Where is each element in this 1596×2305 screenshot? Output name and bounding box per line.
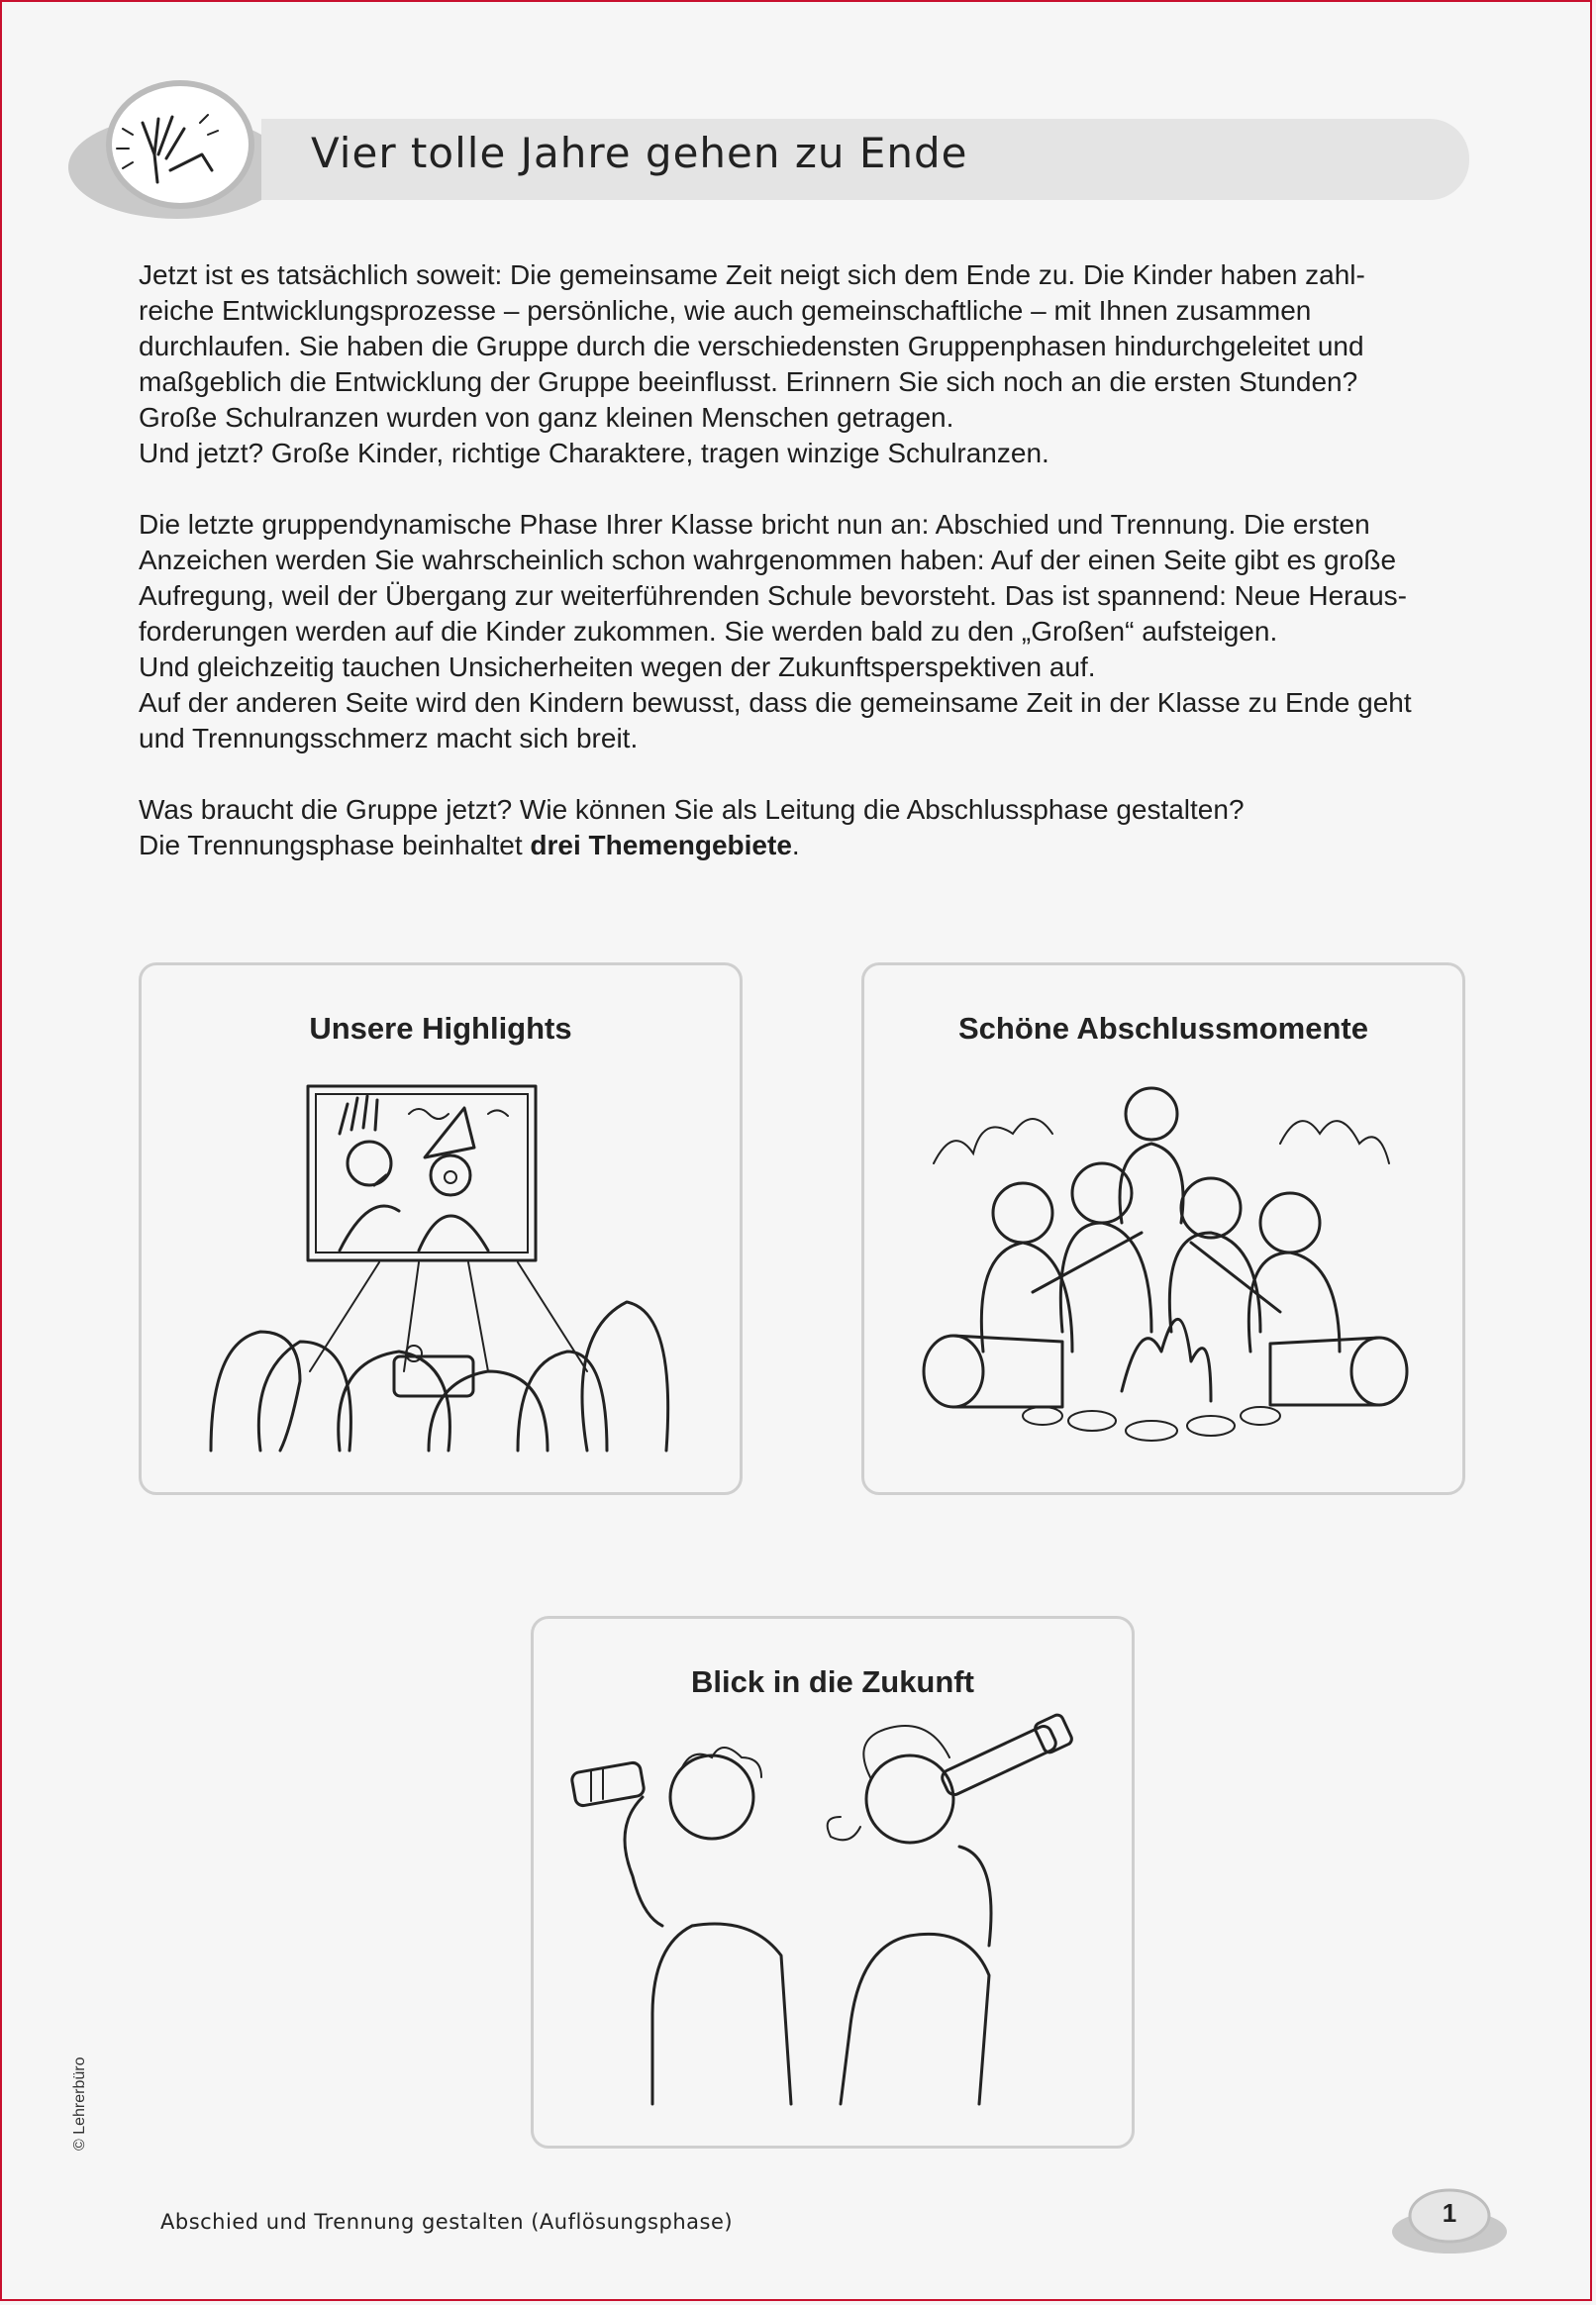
text-line: Aufregung, weil der Übergang zur weiterführenden Schule bevorsteht. Das ist spannend: Neue Heraus-: [139, 580, 1407, 611]
footer-title: Abschied und Trennung gestalten (Auflösungsphase): [160, 2210, 734, 2234]
text-line: [139, 828, 1467, 863]
text-line: Und gleichzeitig tauchen Unsicherheiten wegen der Zukunftsperspektiven auf.: [139, 651, 1096, 682]
text-line: Die letzte gruppendynamische Phase Ihrer Klasse bricht nun an: Abschied und Trennung. Die ersten: [139, 509, 1370, 540]
card-future: [531, 1616, 1135, 2149]
topic-count-emphasis: drei Themengebiete: [530, 830, 792, 860]
card-title: Schöne Abschlussmomente: [957, 1011, 1368, 1046]
text-line: und Trennungsschmerz macht sich breit.: [139, 723, 639, 753]
card-moments: [861, 962, 1465, 1495]
page-title: Vier tolle Jahre gehen zu Ende: [311, 129, 968, 177]
telescope-children-illustration: [583, 1728, 1084, 2104]
intro-paragraph-2: [139, 507, 1467, 756]
waving-hand-icon: [63, 63, 291, 232]
text-line: Und jetzt? Große Kinder, richtige Charaktere, tragen winzige Schulranzen.: [139, 438, 1049, 468]
intro-paragraph-3: [139, 792, 1467, 863]
text-line: Jetzt ist es tatsächlich soweit: Die gemeinsame Zeit neigt sich dem Ende zu. Die Kinder haben zahl-: [139, 259, 1365, 290]
intro-text: [139, 257, 1467, 899]
page-number: 1: [1442, 2198, 1457, 2228]
card-highlights: [139, 962, 743, 1495]
campfire-illustration: [914, 1074, 1415, 1451]
text-line: Auf der anderen Seite wird den Kindern bewusst, dass die gemeinsame Zeit in der Klasse zu Ende geht: [139, 687, 1412, 718]
copyright-notice: © Lehrerbüro: [71, 2056, 88, 2151]
text-fragment: Die Trennungsphase beinhaltet: [139, 830, 531, 860]
text-line: reiche Entwicklungsprozesse – persönliche, wie auch gemeinschaftliche – mit Ihnen zusammen: [139, 295, 1312, 326]
text-line: durchlaufen. Sie haben die Gruppe durch die verschiedensten Gruppenphasen hindurchgeleitet und: [139, 331, 1364, 361]
text-line: Was braucht die Gruppe jetzt? Wie können Sie als Leitung die Abschlussphase gestalten?: [139, 794, 1245, 825]
text-line: Große Schulranzen wurden von ganz kleinen Menschen getragen.: [139, 402, 954, 433]
text-line: forderungen werden auf die Kinder zukommen. Sie werden bald zu den „Großen“ aufsteigen.: [139, 616, 1278, 647]
projector-audience-illustration: [191, 1074, 692, 1451]
intro-paragraph-1: [139, 257, 1467, 471]
card-title: Unsere Highlights: [309, 1011, 572, 1046]
text-line: maßgeblich die Entwicklung der Gruppe beeinflusst. Erinnern Sie sich noch an die ersten Stunden?: [139, 366, 1358, 397]
text-line: Anzeichen werden Sie wahrscheinlich schon wahrgenommen haben: Auf der einen Seite gibt es große: [139, 545, 1397, 575]
card-title: Blick in die Zukunft: [691, 1664, 974, 1699]
text-fragment: .: [791, 830, 800, 860]
